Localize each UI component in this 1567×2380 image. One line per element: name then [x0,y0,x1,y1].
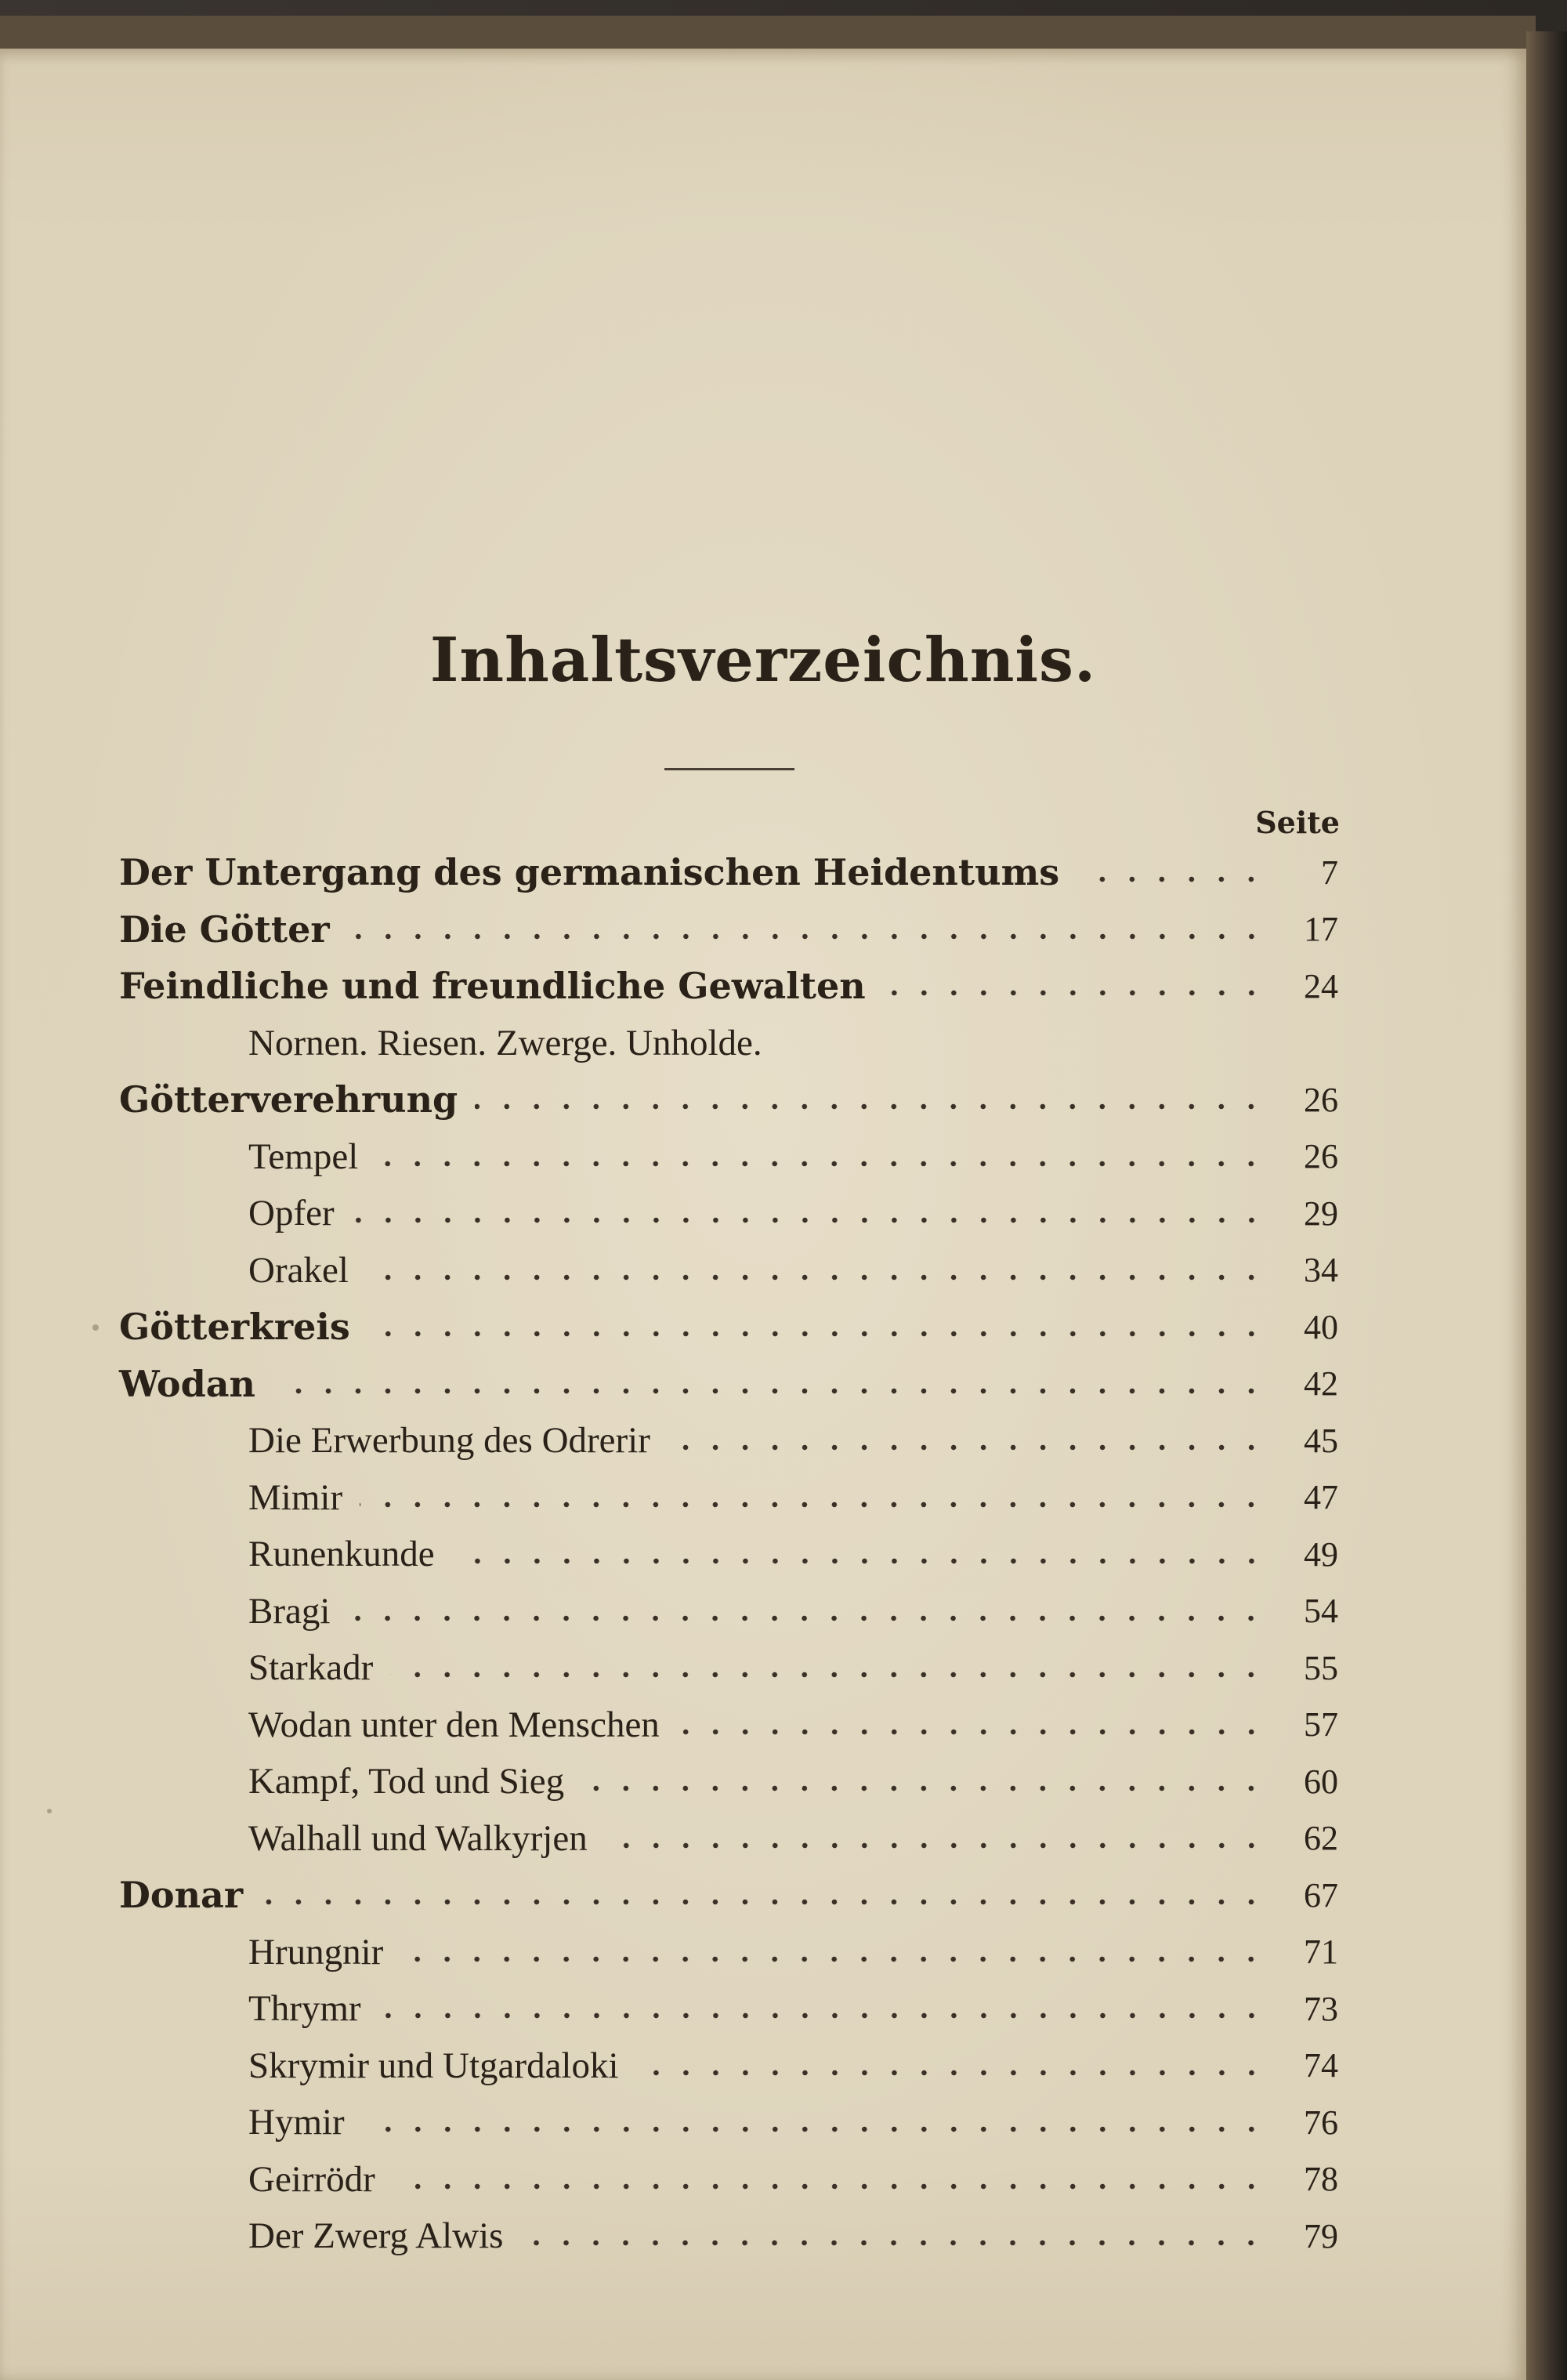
toc-entry-title: Die Erwerbung des Odrerir [248,1420,650,1462]
dot-leader [1077,875,1266,883]
toc-entry-title: Der Zwerg Alwis [248,2215,504,2257]
table-of-contents [119,844,1338,2265]
toc-entry [119,2094,1338,2151]
dot-leader [883,989,1266,997]
toc-entry [119,901,1338,958]
toc-page-number: 71 [1304,1933,1338,1972]
toc-entry [119,1185,1338,1242]
toc-page-number: 78 [1304,2160,1338,2199]
title-rule [664,768,794,770]
show-through-shadow [705,197,1113,229]
toc-entry [119,1867,1338,1924]
dot-leader [347,1614,1266,1622]
toc-entry [119,1753,1338,1810]
dot-leader [390,1671,1266,1679]
toc-entry [119,1356,1338,1413]
toc-entry-title: Orakel [248,1249,349,1291]
toc-page-number: 24 [1304,966,1338,1005]
toc-page-number: 60 [1304,1762,1338,1801]
toc-entry-title: Die Götter [119,907,330,951]
toc-entry-title: Wodan unter den Menschen [248,1704,660,1745]
toc-entry-title: Donar [119,1874,244,1917]
dot-leader [581,1784,1266,1792]
toc-entry-title: Tempel [248,1136,359,1177]
toc-page-number: 62 [1304,1819,1338,1858]
toc-page-number: 67 [1304,1875,1338,1915]
toc-entry-title: Starkadr [248,1647,374,1689]
toc-page-number: 49 [1304,1534,1338,1574]
toc-entry-title: Nornen. Riesen. Zwerge. Unholde. [248,1022,762,1063]
toc-entry [119,1015,1338,1072]
dot-leader [677,1728,1266,1736]
toc-entry-title: Opfer [248,1193,335,1234]
dot-leader [668,1444,1266,1451]
toc-page-number: 40 [1304,1307,1338,1346]
toc-entry-title: Bragi [248,1590,331,1632]
page-column-header: Seite [1255,805,1340,840]
toc-entry [119,2151,1338,2208]
page-title: Inhaltsverzeichnis. [429,625,1097,696]
dot-leader [352,1216,1266,1224]
toc-page-number: 73 [1304,1989,1338,2028]
dot-leader [360,1501,1266,1509]
dot-leader [605,1842,1266,1849]
dot-leader [378,2012,1266,2020]
toc-entry-title: Der Untergang des germanischen Heidentums [119,851,1060,894]
toc-entry [119,1924,1338,1981]
toc-page-number: 55 [1304,1648,1338,1687]
toc-entry-title: Mimir [248,1476,343,1518]
toc-entry-title: Thrymr [248,1988,361,2030]
toc-page-number: 26 [1304,1080,1338,1119]
dot-leader [367,1330,1266,1338]
toc-entry [119,844,1338,901]
toc-entry [119,2208,1338,2265]
toc-page-number: 76 [1304,2103,1338,2142]
toc-page-number: 42 [1304,1364,1338,1404]
toc-entry [119,958,1338,1015]
toc-entry [119,1242,1338,1299]
dot-leader [636,2069,1266,2077]
dot-leader [260,1898,1266,1906]
toc-page-number: 34 [1304,1251,1338,1290]
toc-page-number: 29 [1304,1194,1338,1233]
ink-spot [92,1324,99,1331]
toc-entry [119,1583,1338,1640]
toc-entry [119,1412,1338,1469]
toc-entry-title: Skrymir und Utgardaloki [248,2045,619,2086]
toc-entry [119,1071,1338,1128]
toc-entry [119,1810,1338,1867]
toc-page-number: 26 [1304,1137,1338,1176]
toc-entry-title: Hrungnir [248,1931,384,1972]
toc-entry-title: Hymir [248,2102,345,2143]
toc-page-number: 47 [1304,1478,1338,1517]
toc-entry [119,1697,1338,1754]
toc-page-number: 54 [1304,1592,1338,1631]
dot-leader [347,933,1266,940]
dot-leader [475,1103,1266,1110]
dot-leader [366,1273,1266,1281]
dot-leader [273,1387,1266,1395]
toc-entry-title: Runenkunde [248,1534,435,1575]
toc-entry [119,1299,1338,1356]
toc-entry [119,1128,1338,1186]
toc-entry [119,2038,1338,2095]
page [0,49,1526,2380]
toc-entry [119,1526,1338,1583]
dot-leader [400,1955,1266,1963]
toc-page-number: 17 [1304,910,1338,949]
toc-page-number: 57 [1304,1705,1338,1744]
toc-entry [119,1469,1338,1527]
ink-spot [47,1809,52,1813]
toc-entry [119,1980,1338,2038]
dot-leader [452,1557,1266,1565]
toc-entry-title: Walhall und Walkyrjen [248,1817,588,1859]
toc-entry-title: Geirrödr [248,2158,375,2200]
toc-entry-title: Götterkreis [119,1306,350,1349]
page-right-edge [1526,31,1567,2380]
dot-leader [375,1160,1266,1168]
toc-entry-title: Götterverehrung [119,1078,458,1121]
toc-entry-title: Feindliche und freundliche Gewalten [119,965,866,1008]
toc-page-number: 45 [1304,1421,1338,1460]
toc-entry-title: Wodan [119,1362,256,1405]
toc-page-number: 79 [1304,2216,1338,2255]
toc-page-number: 7 [1321,853,1338,892]
dot-leader [393,2183,1266,2190]
toc-entry [119,1639,1338,1697]
dot-leader [520,2239,1266,2247]
dot-leader [362,2125,1266,2133]
toc-page-number: 74 [1304,2046,1338,2085]
toc-entry-title: Kampf, Tod und Sieg [248,1761,565,1802]
